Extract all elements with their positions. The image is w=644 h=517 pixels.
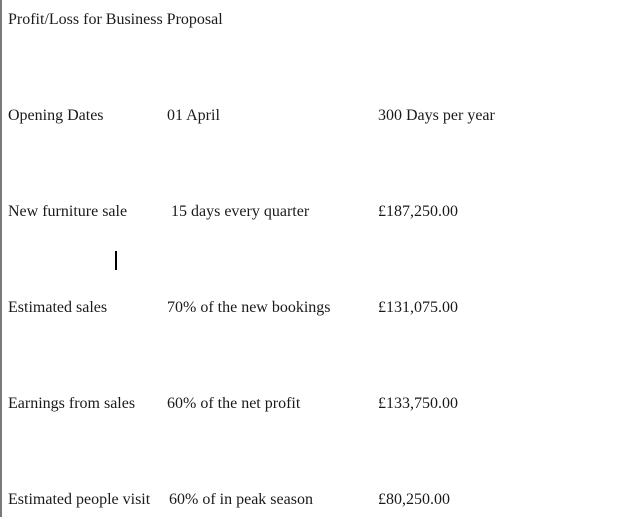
row-value: £80,250.00	[378, 491, 450, 508]
table-row-earnings-from-sales	[0, 395, 644, 417]
row-label: Estimated people visit	[8, 491, 151, 508]
document-title: Profit/Loss for Business Proposal	[8, 11, 223, 28]
table-row-estimated-people-visit	[0, 491, 644, 513]
row-detail: 60% of in peak season	[169, 491, 313, 508]
text-cursor	[115, 251, 117, 270]
table-row-estimated-sales	[0, 299, 644, 321]
row-value: £187,250.00	[378, 203, 458, 220]
row-detail: 01 April	[167, 107, 220, 124]
row-value: £133,750.00	[378, 395, 458, 412]
row-label: Opening Dates	[8, 107, 104, 124]
row-label: Earnings from sales	[8, 395, 136, 412]
row-value: 300 Days per year	[378, 107, 495, 124]
table-row-opening-dates	[0, 107, 644, 129]
row-detail: 15 days every quarter	[171, 203, 310, 220]
row-label: Estimated sales	[8, 299, 108, 316]
table-row-new-furniture-sale	[0, 203, 644, 225]
row-detail: 60% of the net profit	[167, 395, 301, 412]
row-detail: 70% of the new bookings	[167, 299, 331, 316]
row-label: New furniture sale	[8, 203, 128, 220]
row-value: £131,075.00	[378, 299, 458, 316]
